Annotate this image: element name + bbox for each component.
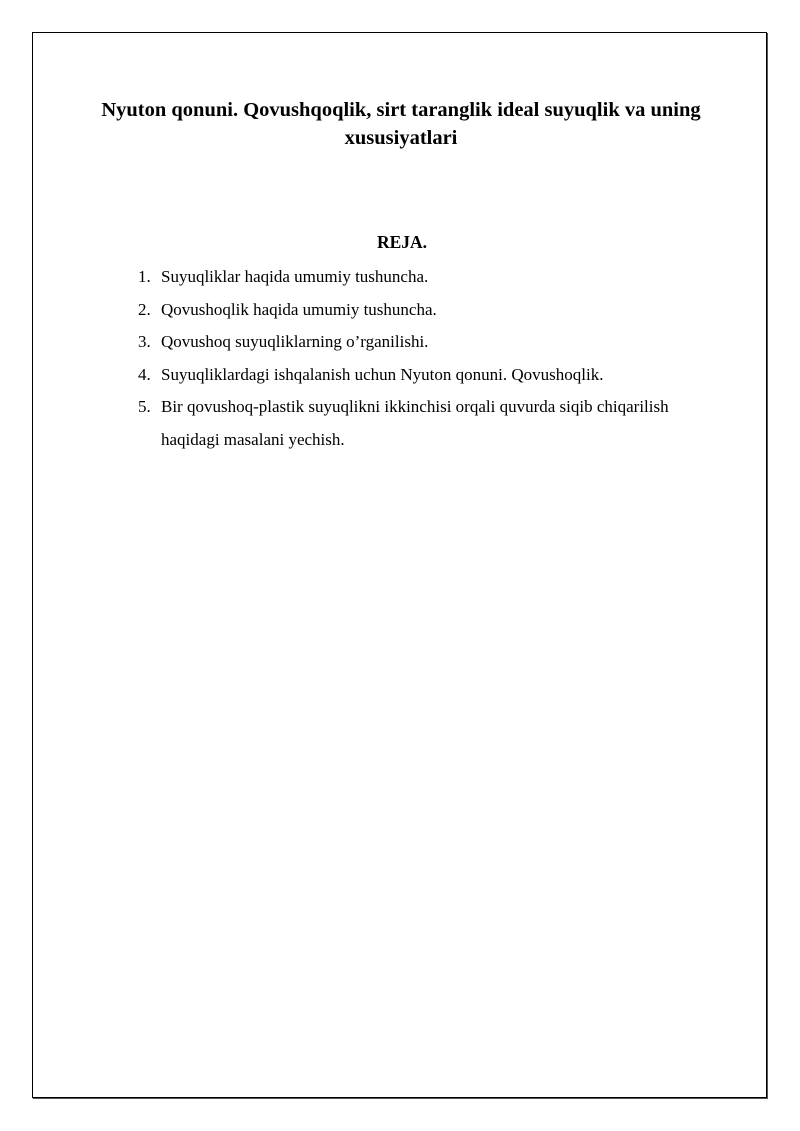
plan-item [0,326,800,359]
plan-item-number: 2. [138,299,151,319]
plan-item-text: Qovushoq suyuqliklarning o’rganilishi. [161,332,429,351]
plan-item-number: 4. [138,364,151,384]
plan-item [0,359,800,392]
plan-item-number: 3. [138,332,151,351]
plan-heading: REJA. [376,232,428,252]
plan-list [0,261,800,456]
plan-item [0,294,800,327]
plan-item [0,261,800,294]
document-title: Nyuton qonuni. Qovushqoqlik, sirt taranglik ideal suyuqlik va uning xususiyatlari [101,99,701,149]
page-border [32,32,767,1098]
plan-item-text: Qovushoqlik haqida umumiy tushuncha. [161,299,437,319]
plan-item-text: Suyuqliklardagi ishqalanish uchun Nyuton qonuni. Qovushoqlik. [161,364,604,384]
plan-item [0,391,800,456]
plan-item-text: Bir qovushoq-plastik suyuqlikni ikkinchisi orqali quvurda siqib chiqarilish haqidagi masalani yechish. [161,397,669,449]
plan-item-number: 5. [138,397,151,416]
plan-item-text: Suyuqliklar haqida umumiy tushuncha. [161,267,429,286]
plan-item-number: 1. [138,267,151,286]
